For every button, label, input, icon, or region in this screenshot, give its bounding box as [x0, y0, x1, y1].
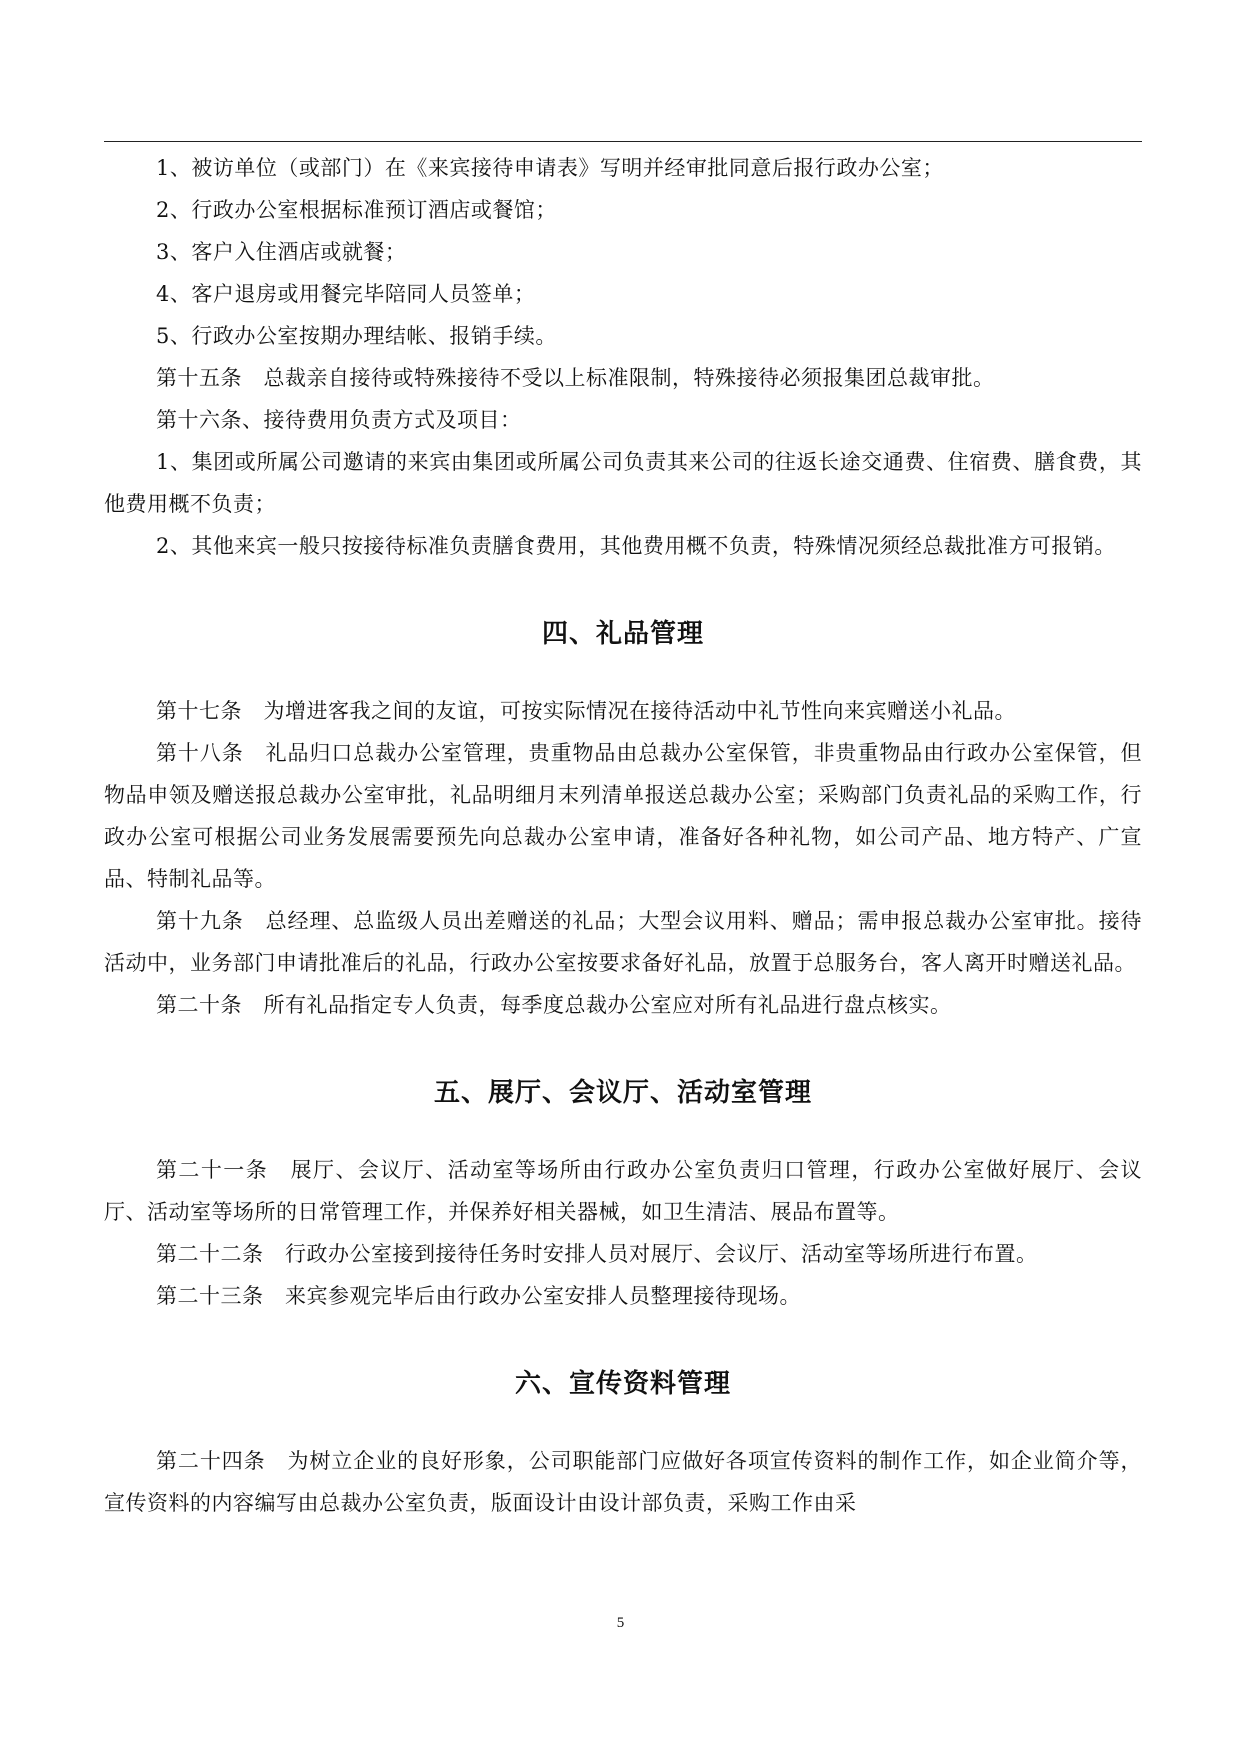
paragraph: 第二十四条 为树立企业的良好形象，公司职能部门应做好各项宣传资料的制作工作，如企业简介等，宣传资料的内容编写由总裁办公室负责，版面设计由设计部负责，采购工作由采	[104, 1449, 1142, 1515]
section-heading: 五、展厅、会议厅、活动室管理	[433, 1078, 812, 1108]
header-rule	[104, 141, 1142, 142]
paragraph: 第二十三条 来宾参观完毕后由行政办公室安排人员整理接待现场。	[156, 1284, 801, 1308]
paragraph: 1、集团或所属公司邀请的来宾由集团或所属公司负责其来公司的往返长途交通费、住宿费、膳食费，其他费用概不负责；	[104, 450, 1142, 516]
section-heading: 四、礼品管理	[541, 619, 704, 649]
paragraph: 5、行政办公室按期办理结帐、报销手续。	[156, 324, 557, 348]
paragraph: 1、被访单位（或部门）在《来宾接待申请表》写明并经审批同意后报行政办公室；	[156, 156, 944, 180]
paragraph: 第二十二条 行政办公室接到接待任务时安排人员对展厅、会议厅、活动室等场所进行布置。	[156, 1242, 1038, 1266]
paragraph: 第二十一条 展厅、会议厅、活动室等场所由行政办公室负责归口管理，行政办公室做好展厅、会议厅、活动室等场所的日常管理工作，并保养好相关器械，如卫生清洁、展品布置等。	[104, 1158, 1142, 1224]
paragraph: 4、客户退房或用餐完毕陪同人员签单；	[156, 282, 536, 306]
paragraph: 第十七条 为增进客我之间的友谊，可按实际情况在接待活动中礼节性向来宾赠送小礼品。	[156, 699, 1016, 723]
paragraph: 第十九条 总经理、总监级人员出差赠送的礼品；大型会议用料、赠品；需申报总裁办公室审批。接待活动中，业务部门申请批准后的礼品，行政办公室按要求备好礼品，放置于总服务台，客人离开时赠送礼品。	[104, 909, 1142, 975]
document-body	[104, 147, 1142, 1524]
paragraph: 第二十条 所有礼品指定专人负责，每季度总裁办公室应对所有礼品进行盘点核实。	[156, 993, 952, 1017]
paragraph: 第十八条 礼品归口总裁办公室管理，贵重物品由总裁办公室保管，非贵重物品由行政办公室保管，但物品申领及赠送报总裁办公室审批，礼品明细月末列清单报送总裁办公室；采购部门负责礼品的采购工作，行政办公室可根据公司业务发展需要预先向总裁办公室申请，准备好各种礼物，如公司产品、地方特产、广宣品、特制礼品等。	[104, 741, 1142, 891]
section-heading: 六、宣传资料管理	[514, 1369, 731, 1399]
paragraph: 3、客户入住酒店或就餐；	[156, 240, 407, 264]
paragraph: 第十六条、接待费用负责方式及项目：	[156, 408, 522, 432]
paragraph: 第十五条 总裁亲自接待或特殊接待不受以上标准限制，特殊接待必须报集团总裁审批。	[156, 366, 995, 390]
page-number: 5	[616, 1615, 625, 1631]
paragraph: 2、其他来宾一般只按接待标准负责膳食费用，其他费用概不负责，特殊情况须经总裁批准方可报销。	[156, 534, 1116, 558]
paragraph: 2、行政办公室根据标准预订酒店或餐馆；	[156, 198, 557, 222]
